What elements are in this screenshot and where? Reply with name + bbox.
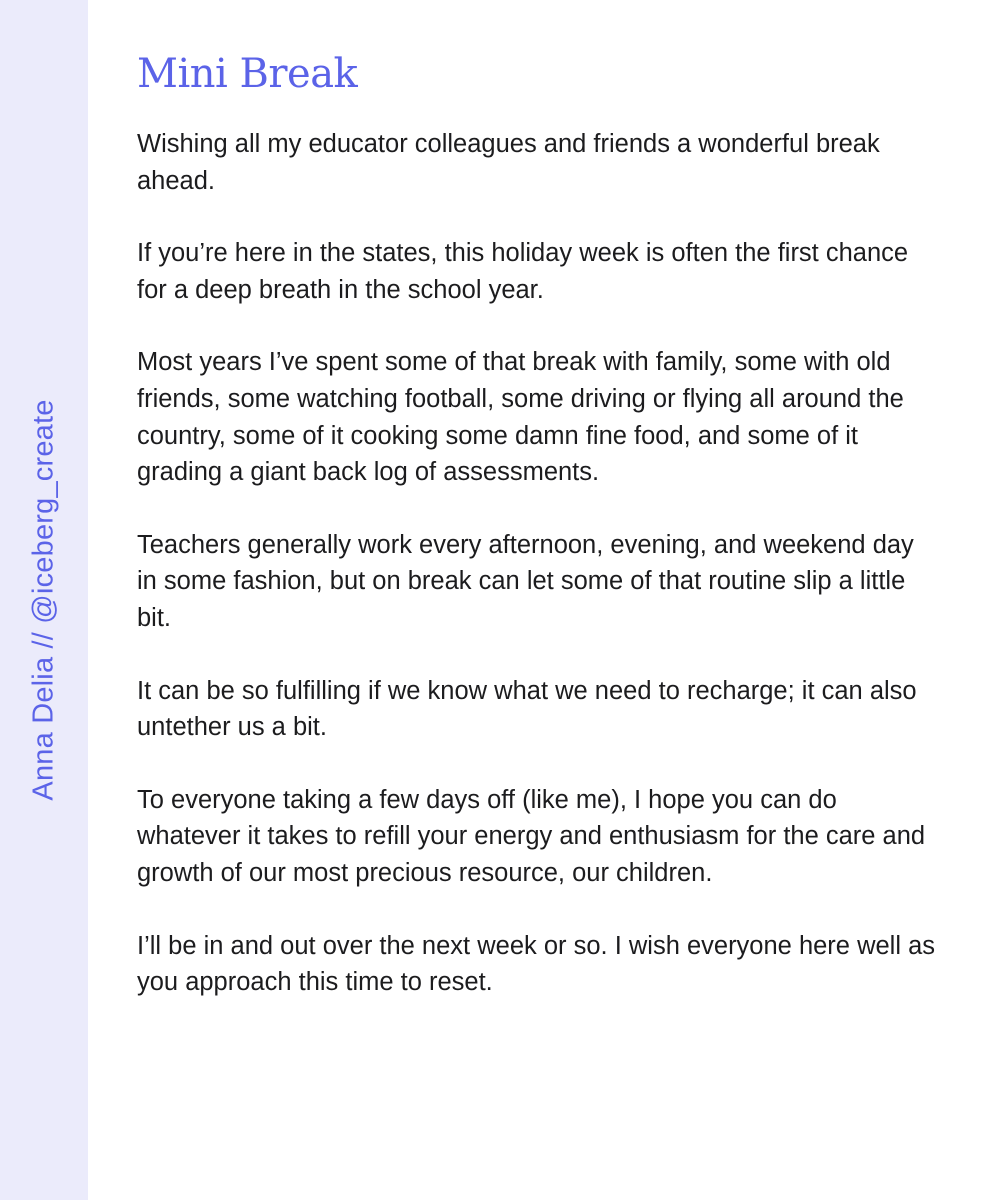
paragraph-holiday-week: If you’re here in the states, this holiday week is often the first chance for a deep breath in the school year.	[137, 239, 909, 304]
paragraph-wishes: To everyone taking a few days off (like me), I hope you can do whatever it takes to refill your energy and enthusiasm for the care and growth of our most precious resource, our children.	[137, 785, 926, 887]
paragraph-teacher-routine: Teachers generally work every afternoon, evening, and weekend day in some fashion, but on break can let some of that routine slip a little bit.	[137, 530, 914, 632]
post-content	[137, 48, 937, 1037]
paragraph-past-breaks: Most years I’ve spent some of that break with family, some with old friends, some watching football, some driving or flying all around the country, some of it cooking some damn fine food, and some of it grading a giant back log of assessments.	[137, 348, 904, 487]
paragraph-recharge: It can be so fulfilling if we know what we need to recharge; it can also untether us a bit.	[137, 676, 917, 742]
post-title: Mini Break	[137, 51, 358, 97]
paragraph-greeting: Wishing all my educator colleagues and friends a wonderful break ahead.	[137, 130, 880, 195]
attribution-sidebar	[0, 0, 88, 1200]
author-attribution: Anna Delia // @iceberg_create	[27, 399, 60, 801]
paragraph-closing: I’ll be in and out over the next week or so. I wish everyone here well as you approach this time to reset.	[137, 931, 936, 997]
